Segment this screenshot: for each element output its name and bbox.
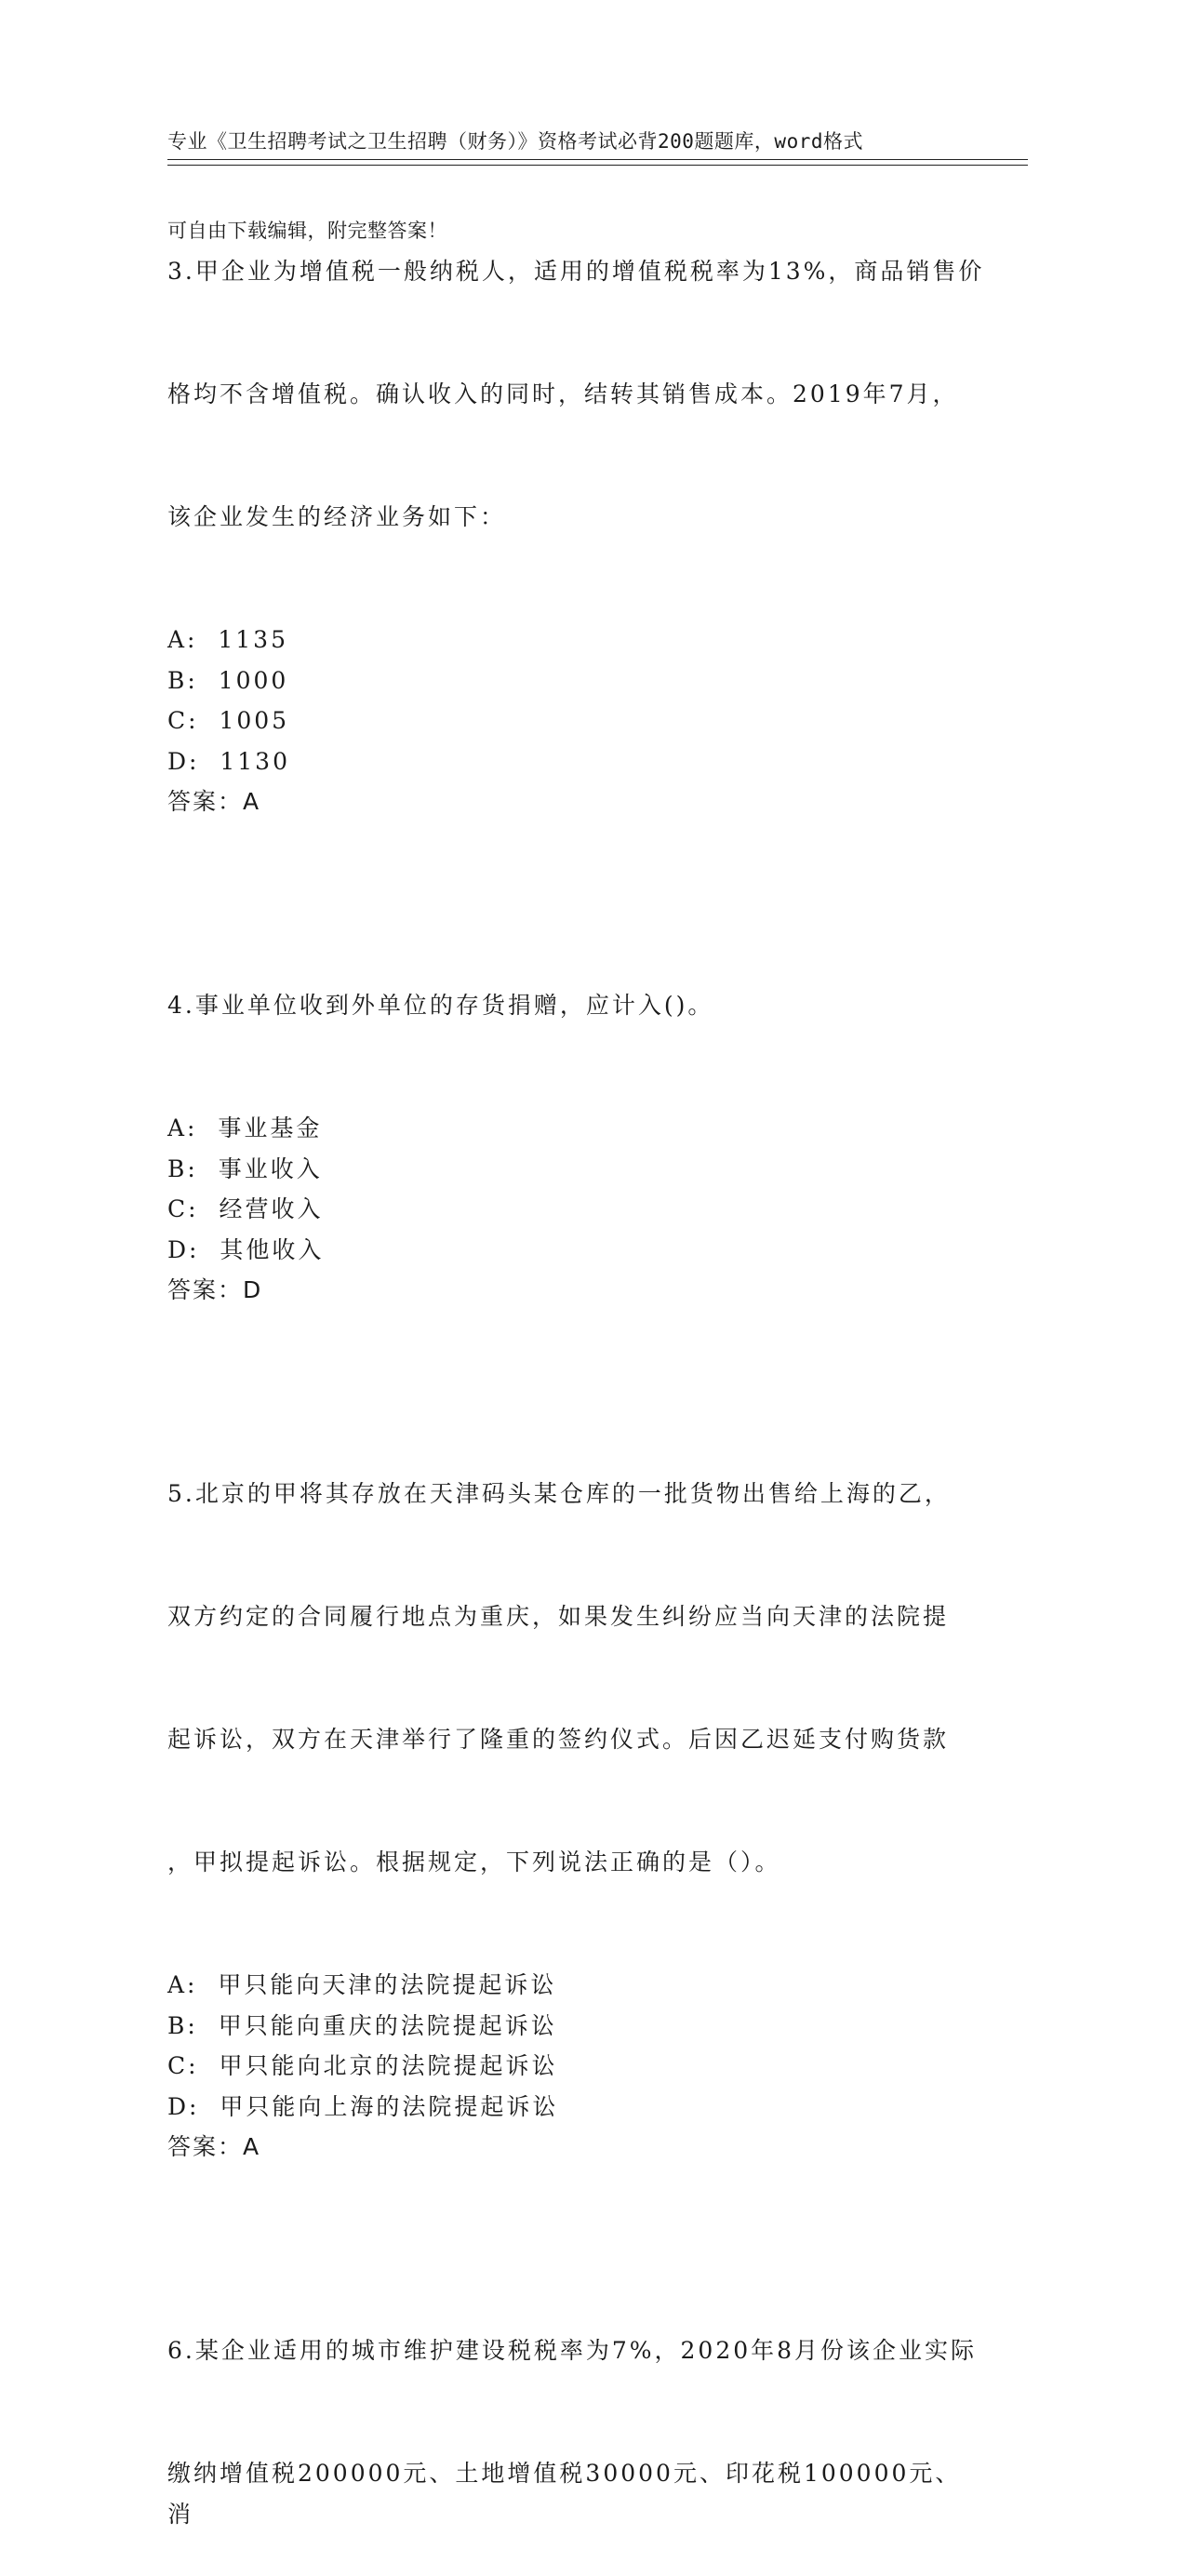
header-divider-bottom xyxy=(167,165,1028,166)
header-line-1: 专业《卫生招聘考试之卫生招聘（财务）》资格考试必背200题题库，word格式 xyxy=(167,130,863,153)
option-c: C: 经营收入 xyxy=(167,1195,324,1222)
question-stem xyxy=(167,903,986,1108)
option-a: A: 1135 xyxy=(167,626,288,653)
stem-line: 起诉讼，双方在天津举行了隆重的签约仪式。后因乙迟延支付购货款 xyxy=(167,1726,950,1753)
stem-line: 4.事业单位收到外单位的存货捐赠，应计入()。 xyxy=(167,992,714,1019)
option-c: C: 甲只能向北京的法院提起诉讼 xyxy=(167,2052,558,2079)
option-a: A: 甲只能向天津的法院提起诉讼 xyxy=(167,1971,557,1998)
question-stem xyxy=(167,1392,986,1965)
question-gap xyxy=(167,822,986,903)
question-stem xyxy=(167,169,986,620)
question-stem xyxy=(167,2249,986,2576)
option-b: B: 事业收入 xyxy=(167,1155,323,1182)
stem-line: 该企业发生的经济业务如下： xyxy=(167,503,507,530)
option-b: B: 甲只能向重庆的法院提起诉讼 xyxy=(167,2011,557,2039)
question-list xyxy=(167,169,986,2576)
option-d: D: 其他收入 xyxy=(167,1235,325,1263)
option-c: C: 1005 xyxy=(167,707,290,734)
option-b: B: 1000 xyxy=(167,666,289,694)
stem-line: 格均不含增值税。确认收入的同时，结转其销售成本。2019年7月， xyxy=(167,380,959,407)
question-gap xyxy=(167,2168,986,2249)
stem-line: 双方约定的合同履行地点为重庆，如果发生纠纷应当向天津的法院提 xyxy=(167,1603,950,1630)
question-3 xyxy=(167,169,986,822)
question-gap xyxy=(167,1311,986,1392)
question-5 xyxy=(167,1392,986,2168)
answer-line: 答案：A xyxy=(167,2133,261,2160)
header-line-2: 可自由下载编辑，附完整答案！ xyxy=(167,220,447,242)
option-a: A: 事业基金 xyxy=(167,1114,323,1141)
stem-line: ，甲拟提起诉讼。根据规定，下列说法正确的是（）。 xyxy=(167,1849,781,1875)
option-d: D: 1130 xyxy=(167,747,290,775)
answer-line: 答案：A xyxy=(167,788,261,815)
stem-line: 6.某企业适用的城市维护建设税税率为7%，2020年8月份该企业实际 xyxy=(167,2337,978,2364)
stem-line: 3.甲企业为增值税一般纳税人，适用的增值税税率为13%，商品销售价 xyxy=(167,258,985,285)
stem-line: 缴纳增值税200000元、土地增值税30000元、印花税100000元、消 xyxy=(167,2460,962,2528)
header-divider-top xyxy=(167,159,1028,160)
question-4 xyxy=(167,903,986,1311)
question-6 xyxy=(167,2249,986,2576)
answer-line: 答案：D xyxy=(167,1276,263,1303)
option-d: D: 甲只能向上海的法院提起诉讼 xyxy=(167,2092,559,2120)
stem-line: 5.北京的甲将其存放在天津码头某仓库的一批货物出售给上海的乙， xyxy=(167,1480,951,1507)
